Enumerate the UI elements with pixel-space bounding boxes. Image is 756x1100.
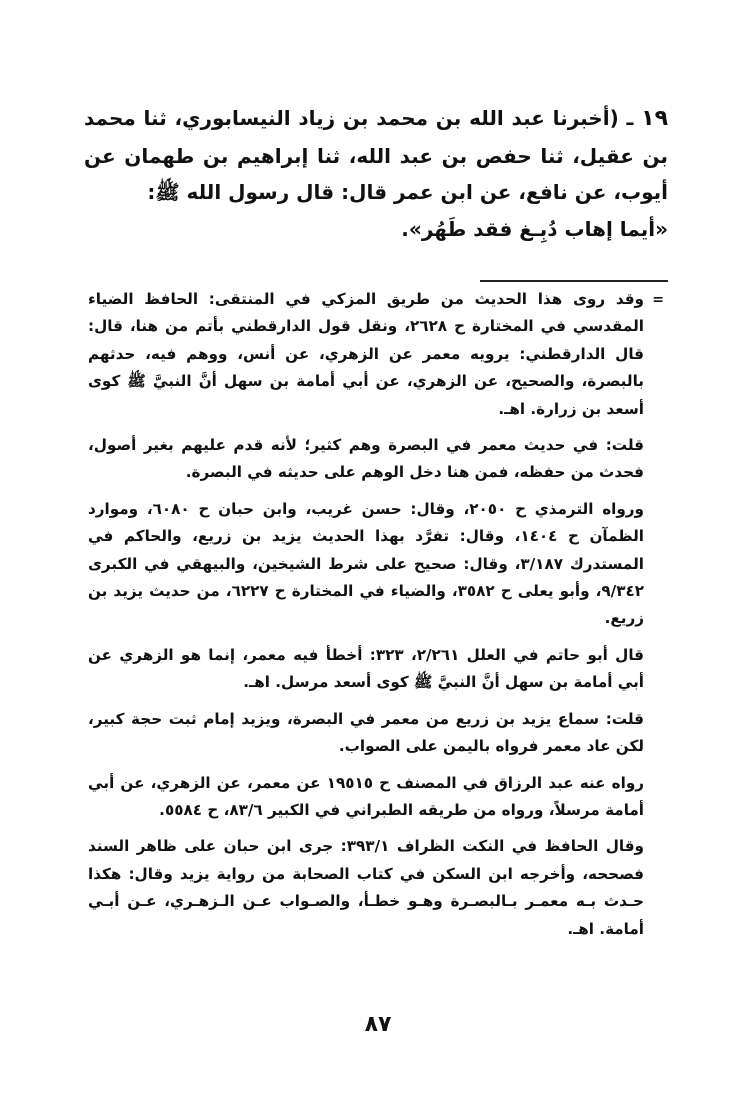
hadith-matn: «أيما إهاب دُبِـغ فقد طَهُر».	[401, 216, 668, 241]
footnote-paragraph: وقد روى هذا الحديث من طريق المزكي في المنتقى: الحافظ الضياء المقدسي في المختارة ح ٢٦٢٨، ونقل قول الدارقطني بأتم من هنا، قال: قال الدارقطني: يرويه معمر عن الزهري، عن أنس، ووهم فيه، حدثهم بالبصرة، والصحيح، عن الزهري، عن أبي أمامة بن سهل أنَّ النبيَّ ﷺ كوى أسعد بن زرارة. اهـ.	[88, 290, 644, 418]
footnote-separator-rule	[480, 280, 668, 282]
footnote-paragraph: ورواه الترمذي ح ٢٠٥٠، وقال: حسن غريب، وابن حبان ح ٦٠٨٠، وموارد الظمآن ح ١٤٠٤، وقال: تفرَّد بهذا الحديث يزيد بن زريع، والحاكم في المستدرك ٣/١٨٧، وقال: صحيح على شرط الشيخين، والبيهقي في الكبرى ٩/٣٤٢، وأبو يعلى ح ٣٥٨٢، والضياء في المختارة ح ٦٢٢٧، من حديث يزيد بن زريع.	[88, 499, 645, 628]
hadith-isnad: (أخبرنا عبد الله بن محمد بن زياد النيسابوري، ثنا محمد بن عقيل، ثنا حفص بن عبد الله، ثنا إبراهيم بن طهمان عن أيوب، عن نافع، عن ابن عمر قال: قال رسول الله ﷺ:	[84, 106, 668, 204]
footnote-paragraph: قلت: في حديث معمر في البصرة وهم كثير؛ لأنه قدم عليهم بغير أصول، فحدث من حفظه، فمن هنا دخل الوهم على حديثه في البصرة.	[88, 436, 644, 482]
footnotes-section	[88, 286, 664, 952]
footnote-paragraph: قلت: سماع يزيد بن زريع من معمر في البصرة، ويزيد إمام ثبت حجة كبير، لكن عاد معمر فرواه باليمن على الصواب.	[88, 709, 644, 756]
footnote-paragraph: قال أبو حاتم في العلل ٢/٢٦١، ٣٢٣: أخطأ فيه معمر، إنما هو الزهري عن أبي أمامة بن سهل أنَّ النبيَّ ﷺ كوى أسعد مرسل. اهـ.	[88, 645, 644, 692]
hadith-isnad-paragraph	[84, 100, 668, 211]
page-number: ٨٧	[364, 1012, 392, 1037]
hadith-text	[84, 100, 668, 247]
footnote-paragraph: وقال الحافظ في النكت الظراف ٣٩٣/١: جرى ابن حبان على ظاهر السند فصححه، وأخرجه ابن السكن في كتاب الصحابة من رواية يزيد وقال: هكذا حـدث بـه معمـر بـالبصـرة وهـو خطـأ، والصـواب عـن الـزهـري، عـن أبـي أمامة. اهـ.	[88, 837, 645, 938]
footnote-continuation-marker: =	[652, 292, 664, 308]
footnote-paragraph: رواه عنه عبد الرزاق في المصنف ح ١٩٥١٥ عن معمر، عن الزهري، عن أبي أمامة مرسلاً، ورواه من طريقه الطبراني في الكبير ٨٣/٦، ح ٥٥٨٤.	[88, 773, 645, 819]
hadith-dash: ـ	[618, 106, 642, 130]
hadith-number: ١٩	[641, 106, 669, 131]
